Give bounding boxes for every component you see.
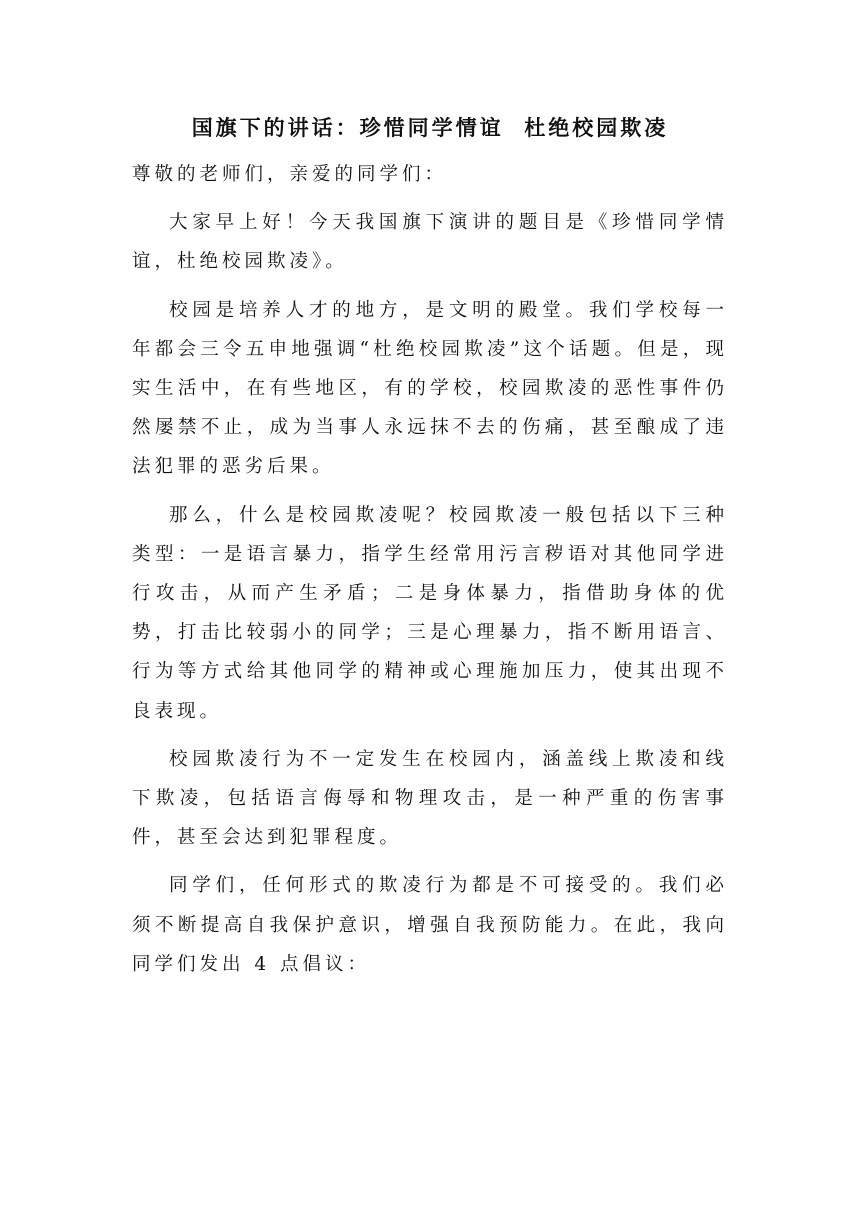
greeting: 尊敬的老师们，亲爱的同学们： <box>132 164 448 185</box>
paragraph-4: 校园欺凌行为不一定发生在校园内，涵盖线上欺凌和线下欺凌，包括语言侮辱和物理攻击，是一种严重的伤害事件，甚至会达到犯罪程度。 <box>132 748 728 849</box>
paragraph-1: 大家早上好！今天我国旗下演讲的题目是《珍惜同学情谊，杜绝校园欺凌》。 <box>132 212 728 273</box>
paragraph-3: 那么，什么是校园欺凌呢？校园欺凌一般包括以下三种类型：一是语言暴力，指学生经常用污言秽语对其他同学进行攻击，从而产生矛盾；二是身体暴力，指借助身体的优势，打击比较弱小的同学；三是心理暴力，指不断用语言、行为等方式给其他同学的精神或心理施加压力，使其出现不良表现。 <box>132 504 728 722</box>
document-body <box>132 155 728 993</box>
document-title: 国旗下的讲话：珍惜同学情谊 杜绝校园欺凌 <box>191 116 669 140</box>
paragraph-5: 同学们，任何形式的欺凌行为都是不可接受的。我们必须不断提高自我保护意识，增强自我预防能力。在此，我向同学们发出 4 点倡议： <box>132 875 728 975</box>
paragraph-2: 校园是培养人才的地方，是文明的殿堂。我们学校每一年都会三令五申地强调“杜绝校园欺凌”这个话题。但是，现实生活中，在有些地区，有的学校，校园欺凌的恶性事件仍然屡禁不止，成为当事人永远抹不去的伤痛，甚至酿成了违法犯罪的恶劣后果。 <box>132 299 728 478</box>
